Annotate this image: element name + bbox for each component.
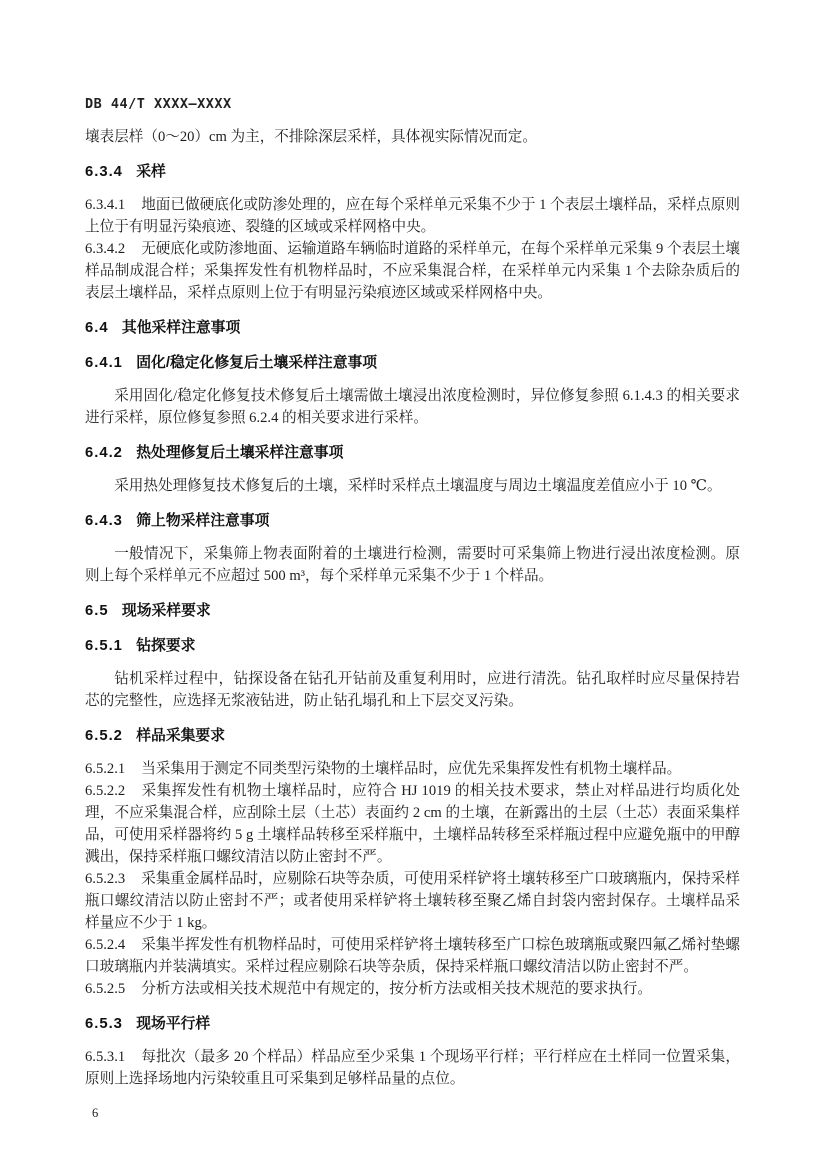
heading-title: 热处理修复后土壤采样注意事项 — [136, 445, 344, 461]
paragraph-6-4-2: 采用热处理修复技术修复后的土壤，采样时采样点土壤温度与周边土壤温度差值应小于 10 ℃。 — [114, 478, 722, 494]
heading-title: 样品采集要求 — [136, 728, 226, 744]
clause-text: 每批次（最多 20 个样品）样品应至少采集 1 个现场平行样；平行样应在土样同一位置采集，原则上选择场地内污染较重且可采集到足够样品量的点位。 — [85, 1049, 740, 1087]
clause-text: 地面已做硬底化或防渗处理的，应在每个采样单元采集不少于 1 个表层土壤样品，采样点原则上位于有明显污染痕迹、裂缝的区域或采样网格中央。 — [85, 197, 740, 235]
clause-text: 分析方法或相关技术规范中有规定的，按分析方法或相关技术规范的要求执行。 — [141, 981, 652, 997]
clause-text: 采集半挥发性有机物样品时，可使用采样铲将土壤转移至广口棕色玻璃瓶或聚四氟乙烯衬垫螺口玻璃瓶内并装满填实。采样过程应剔除石块等杂质，保持采样瓶口螺纹清洁以防止密封不严。 — [85, 937, 740, 975]
heading-number: 6.4.1 — [85, 355, 123, 371]
paragraph-6-5-1: 钻机采样过程中，钻探设备在钻孔开钻前及重复利用时，应进行清洗。钻孔取样时应尽量保持岩芯的完整性，应选择无浆液钻进，防止钻孔塌孔和上下层交叉污染。 — [85, 671, 740, 709]
clause-6-5-2-4 — [85, 934, 740, 978]
heading-number: 6.5.1 — [85, 638, 123, 654]
heading-6-4-1 — [85, 352, 740, 374]
standard-code-header: DB 44/T XXXX—XXXX — [85, 96, 232, 112]
heading-number: 6.4 — [85, 320, 109, 336]
clause-6-3-4-2 — [85, 238, 740, 304]
clause-6-5-3-1 — [85, 1046, 740, 1090]
heading-6-3-4 — [85, 161, 740, 183]
heading-6-5-1 — [85, 635, 740, 657]
heading-number: 6.3.4 — [85, 164, 123, 180]
page-number: 6 — [92, 1106, 99, 1120]
clause-text: 当采集用于测定不同类型污染物的土壤样品时，应优先采集挥发性有机物土壤样品。 — [141, 761, 682, 777]
heading-6-5-3 — [85, 1013, 740, 1035]
clause-6-5-2-3 — [85, 868, 740, 934]
heading-number: 6.4.3 — [85, 513, 123, 529]
clause-text: 采集重金属样品时，应剔除石块等杂质，可使用采样铲将土壤转移至广口玻璃瓶内，保持采样瓶口螺纹清洁以防止密封不严；或者使用采样铲将土壤转移至聚乙烯自封袋内密封保存。土壤样品采样量应不少于 1 kg。 — [85, 871, 740, 931]
clause-6-5-2-5 — [85, 978, 740, 1000]
clause-number: 6.5.2.2 — [85, 783, 126, 799]
heading-6-4-2 — [85, 442, 740, 464]
heading-title: 其他采样注意事项 — [121, 320, 241, 336]
heading-6-5 — [85, 600, 740, 622]
clause-text: 采集挥发性有机物土壤样品时，应符合 HJ 1019 的相关技术要求，禁止对样品进行均质化处理，不应采集混合样，应刮除土层（土芯）表面约 2 cm 的土壤，在新露出的土层（土芯）表面采集样品，可使用采样器将约 5 g 土壤样品转移至采样瓶中，土壤样品转移至采样瓶过程中应避免瓶中的甲醇溅出，保持采样瓶口螺纹清洁以防止密封不严。 — [85, 783, 740, 865]
heading-6-4 — [85, 317, 740, 339]
clause-text: 无硬底化或防渗地面、运输道路车辆临时道路的采样单元，在每个采样单元采集 9 个表层土壤样品制成混合样；采集挥发性有机物样品时，不应采集混合样，在采样单元内采集 1 个去除杂质后的表层土壤样品，采样点原则上位于有明显污染痕迹区域或采样网格中央。 — [85, 241, 740, 301]
clause-number: 6.5.2.4 — [85, 937, 126, 953]
clause-number: 6.5.3.1 — [85, 1049, 126, 1065]
heading-title: 固化/稳定化修复后土壤采样注意事项 — [136, 355, 378, 371]
heading-number: 6.4.2 — [85, 445, 123, 461]
clause-6-5-2-2 — [85, 780, 740, 868]
clause-number: 6.3.4.1 — [85, 197, 126, 213]
heading-6-4-3 — [85, 510, 740, 532]
clause-number: 6.5.2.3 — [85, 871, 126, 887]
heading-title: 采样 — [136, 164, 166, 180]
heading-title: 筛上物采样注意事项 — [136, 513, 270, 529]
paragraph-6-4-3: 一般情况下，采集筛上物表面附着的土壤进行检测，需要时可采集筛上物进行浸出浓度检测。原则上每个采样单元不应超过 500 m³，每个采样单元采集不少于 1 个样品。 — [85, 546, 740, 584]
clause-6-5-2-1 — [85, 758, 740, 780]
heading-title: 现场采样要求 — [121, 603, 211, 619]
clause-number: 6.3.4.2 — [85, 241, 126, 257]
heading-number: 6.5.3 — [85, 1016, 123, 1032]
clause-number: 6.5.2.5 — [85, 981, 126, 997]
heading-title: 钻探要求 — [136, 638, 196, 654]
heading-number: 6.5.2 — [85, 728, 123, 744]
paragraph-6-4-1: 采用固化/稳定化修复技术修复后土壤需做土壤浸出浓度检测时，异位修复参照 6.1.4.3 的相关要求进行采样，原位修复参照 6.2.4 的相关要求进行采样。 — [85, 388, 740, 426]
clause-6-3-4-1 — [85, 194, 740, 238]
heading-number: 6.5 — [85, 603, 109, 619]
continuation-text: 壤表层样（0～20）cm 为主，不排除深层采样，具体视实际情况而定。 — [85, 129, 537, 145]
heading-title: 现场平行样 — [136, 1016, 211, 1032]
heading-6-5-2 — [85, 725, 740, 747]
clause-number: 6.5.2.1 — [85, 761, 126, 777]
